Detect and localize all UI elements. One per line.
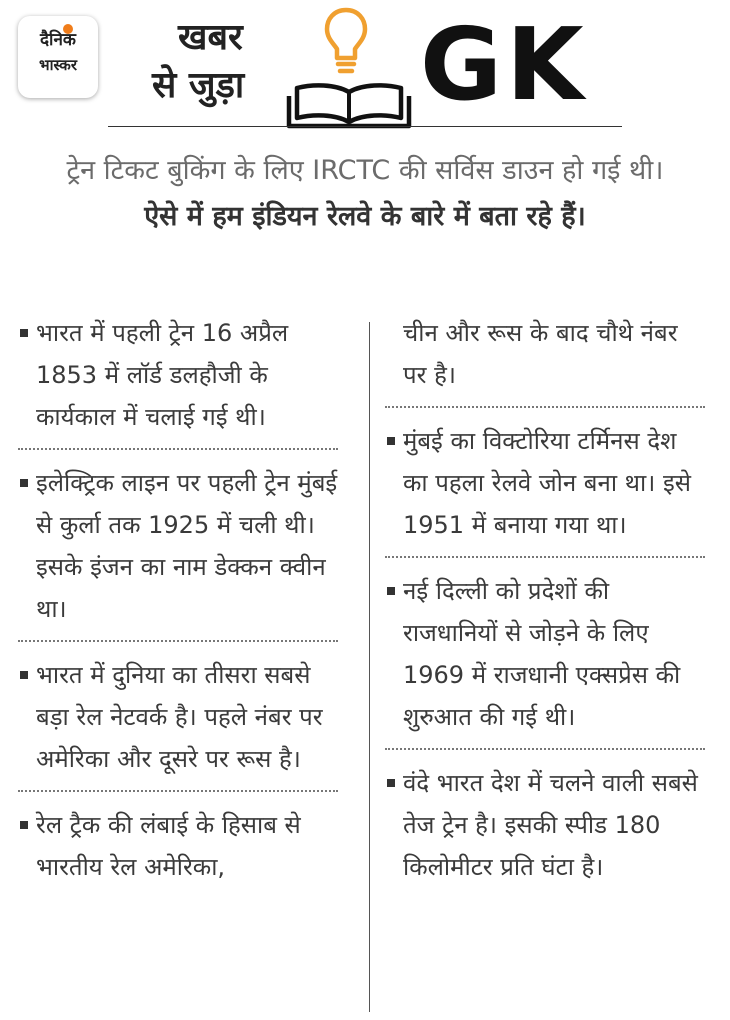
dotted-divider xyxy=(385,556,705,558)
fact-text: इलेक्ट्रिक लाइन पर पहली ट्रेन मुंबई से कुर्ला तक 1925 में चली थी। इसके इंजन का नाम डेक्कन क्वीन था। xyxy=(36,469,338,623)
bullet-icon xyxy=(387,437,395,445)
header-divider xyxy=(108,126,622,127)
right-column xyxy=(385,312,705,888)
dotted-divider xyxy=(385,748,705,750)
open-book-icon xyxy=(285,78,413,130)
bullet-icon xyxy=(387,779,395,787)
fact-continuation xyxy=(385,312,705,396)
bullet-icon xyxy=(20,671,28,679)
fact-text: रेल ट्रैक की लंबाई के हिसाब से भारतीय रेल अमेरिका, xyxy=(36,811,301,881)
bullet-icon xyxy=(387,587,395,595)
fact-text: भारत में दुनिया का तीसरा सबसे बड़ा रेल नेटवर्क है। पहले नंबर पर अमेरिका और दूसरे पर रूस है। xyxy=(36,661,323,773)
column-divider xyxy=(369,322,370,1012)
fact-item xyxy=(18,654,338,780)
bullet-icon xyxy=(20,329,28,337)
fact-text: नई दिल्ली को प्रदेशों की राजधानियों से जोड़ने के लिए 1969 में राजधानी एक्सप्रेस की शुरुआत की गई थी। xyxy=(403,577,681,731)
fact-item xyxy=(18,804,338,888)
intro-bold-text: ऐसे में हम इंडियन रेलवे के बारे में बता रहे हैं। xyxy=(144,201,586,232)
dotted-divider xyxy=(385,406,705,408)
logo-line-2: भास्कर xyxy=(39,56,77,74)
fact-item xyxy=(18,462,338,630)
intro-paragraph xyxy=(60,148,670,240)
fact-item xyxy=(385,420,705,546)
intro-text: ट्रेन टिकट बुकिंग के लिए IRCTC की सर्विस डाउन हो गई थी। xyxy=(66,155,664,186)
dainik-bhaskar-logo xyxy=(18,16,98,98)
fact-text: मुंबई का विक्टोरिया टर्मिनस देश का पहला रेलवे जोन बना था। इसे 1951 में बनाया गया था। xyxy=(403,427,691,539)
left-column xyxy=(18,312,338,888)
header-title-line-2: से जुड़ा xyxy=(152,65,245,106)
logo-line-1: दैनिक xyxy=(40,30,76,50)
bullet-icon xyxy=(20,821,28,829)
fact-item xyxy=(385,762,705,888)
fact-text: वंदे भारत देश में चलने वाली सबसे तेज ट्रेन है। इसकी स्पीड 180 किलोमीटर प्रति घंटा है। xyxy=(403,769,698,881)
dotted-divider xyxy=(18,790,338,792)
lightbulb-icon xyxy=(322,6,370,78)
fact-item xyxy=(385,570,705,738)
fact-text: भारत में पहली ट्रेन 16 अप्रैल 1853 में लॉर्ड डलहौजी के कार्यकाल में चलाई गई थी। xyxy=(36,319,289,431)
bullet-icon xyxy=(20,479,28,487)
dotted-divider xyxy=(18,448,338,450)
gk-badge: GK xyxy=(420,6,588,123)
dotted-divider xyxy=(18,640,338,642)
fact-text: चीन और रूस के बाद चौथे नंबर पर है। xyxy=(403,319,678,389)
header-title-line-1: खबर xyxy=(178,17,243,58)
fact-item xyxy=(18,312,338,438)
